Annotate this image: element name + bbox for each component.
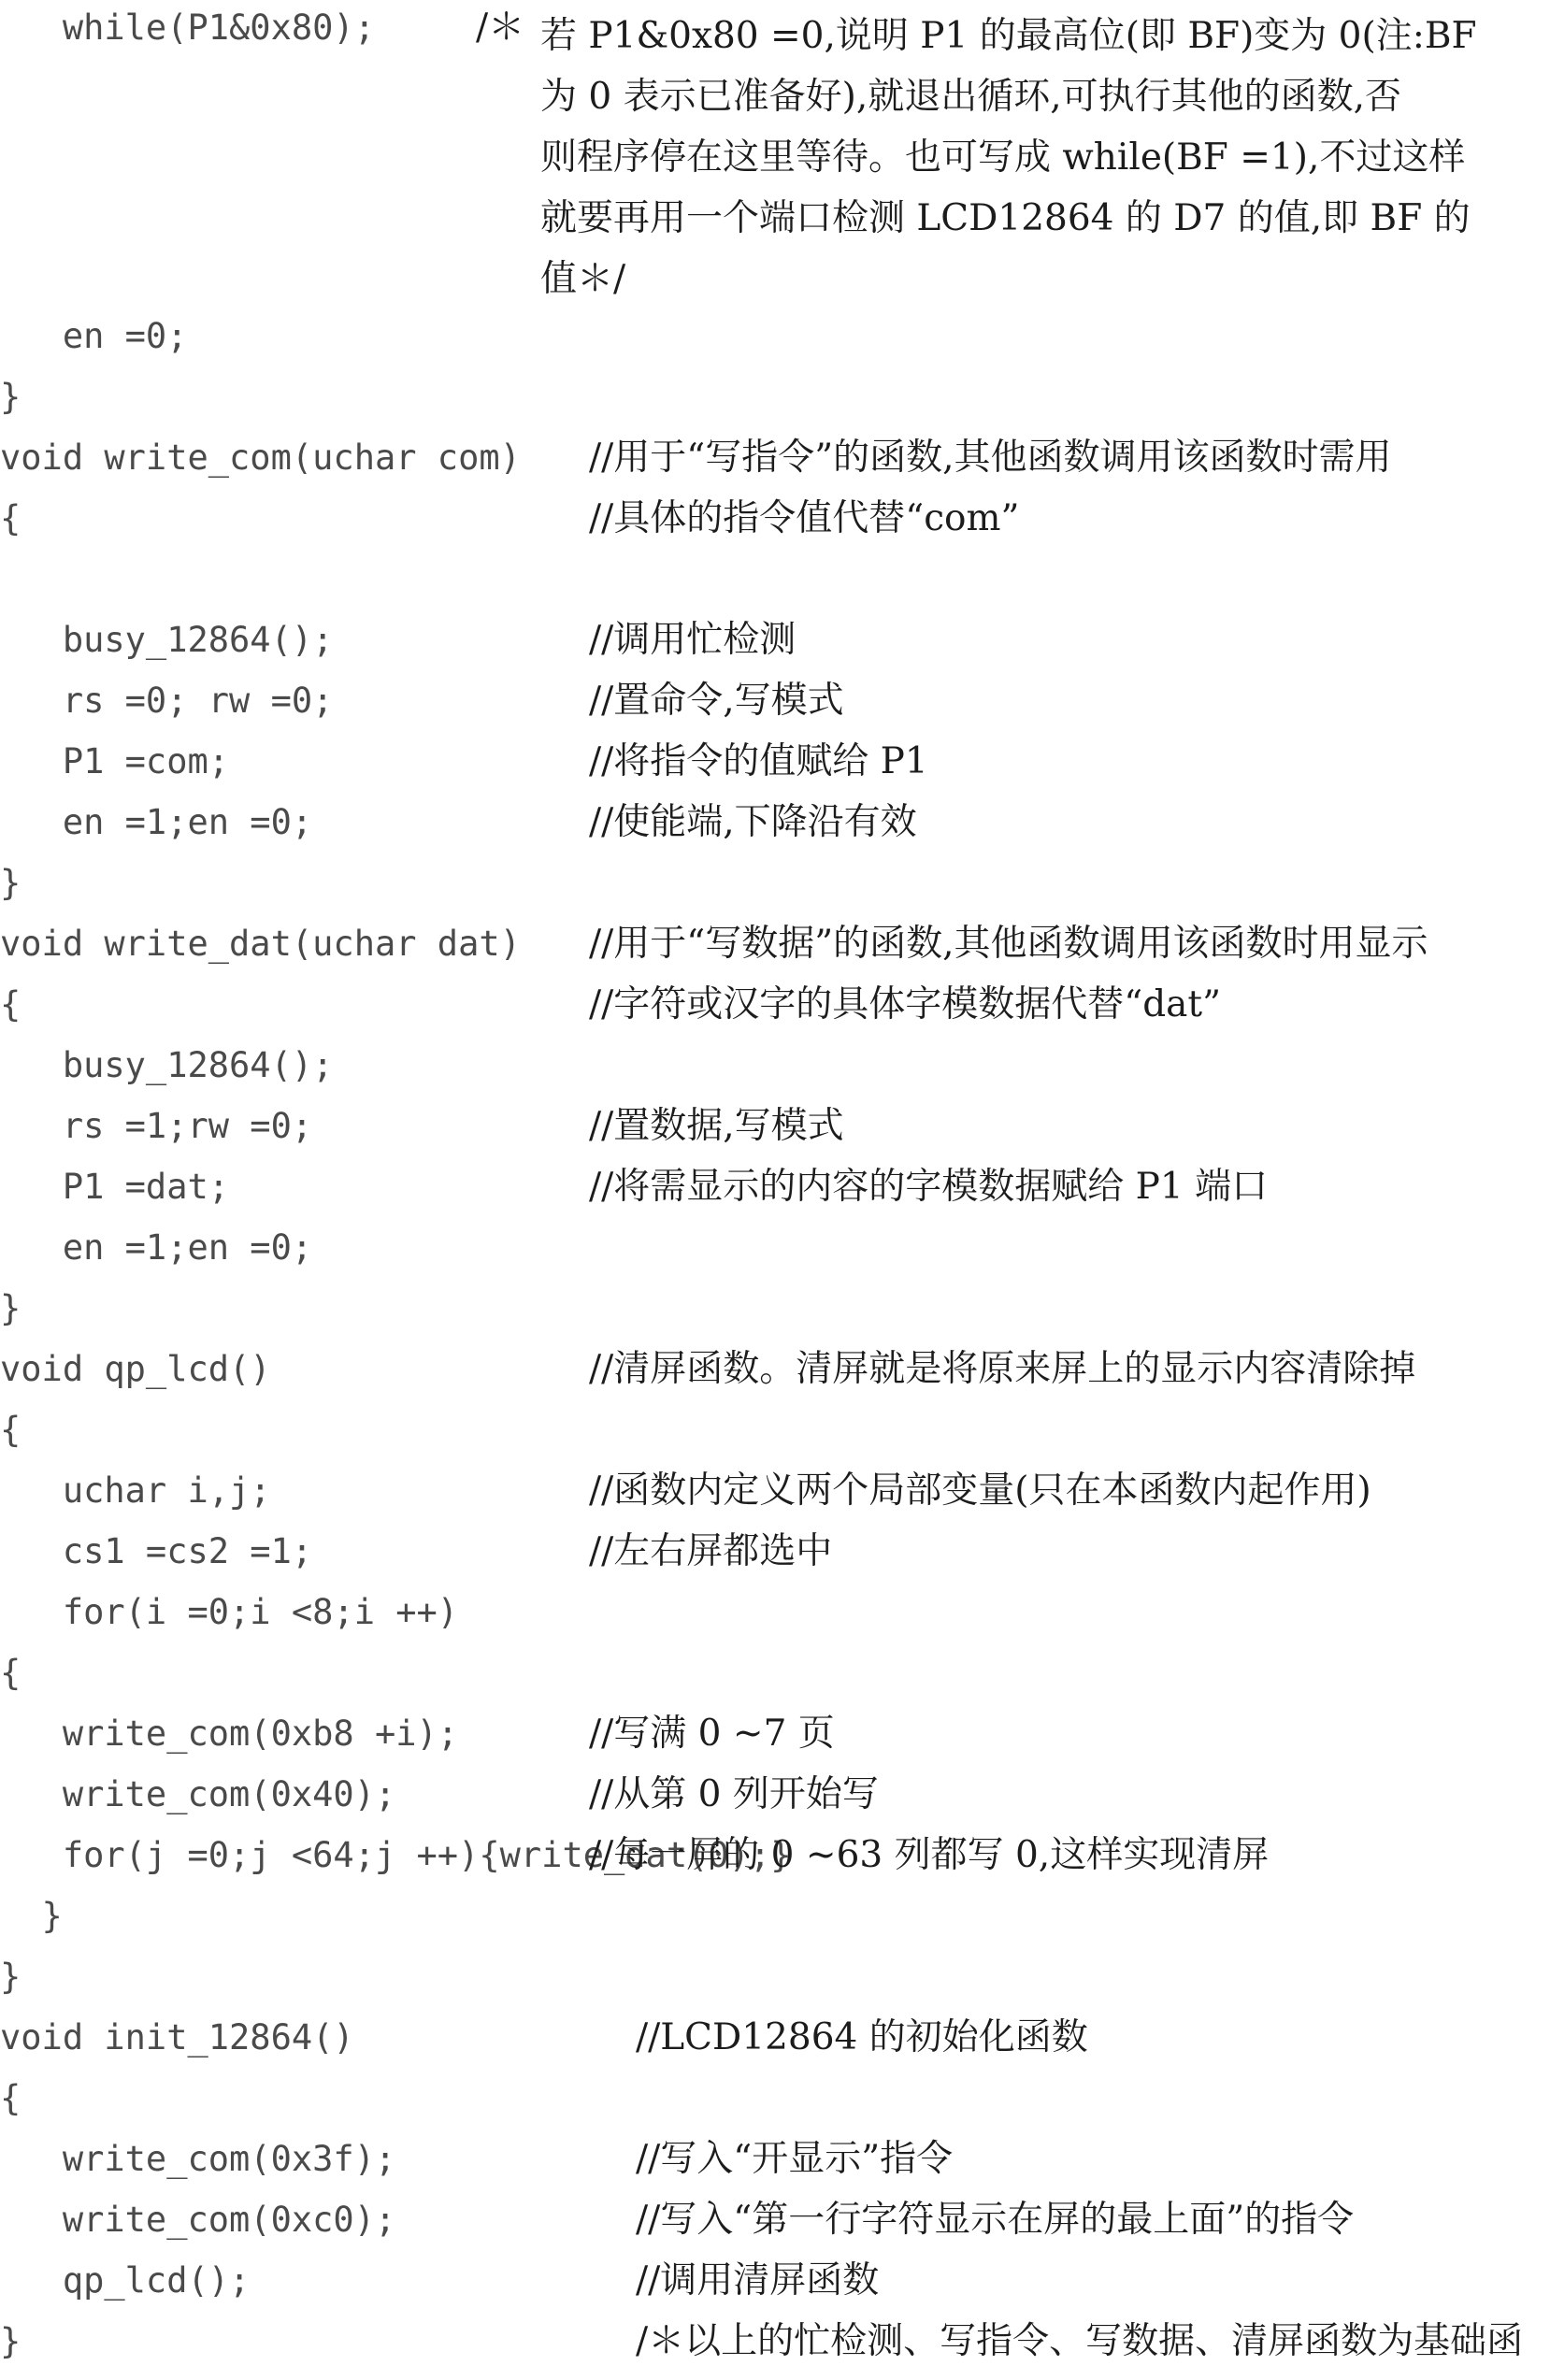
code-text: for(i =0;i <8;i ++) bbox=[0, 1592, 459, 1632]
code-line bbox=[0, 1712, 1550, 1772]
code-line bbox=[0, 1043, 1550, 1104]
comment-paragraph-line: 为 0 表示已准备好),就退出循环,可执行其他的函数,否 bbox=[540, 76, 1402, 118]
code-comment: //用于“写指令”的函数,其他函数调用该函数时需用 bbox=[589, 437, 1392, 479]
code-line bbox=[0, 2319, 1550, 2380]
code-line bbox=[0, 1286, 1550, 1347]
code-text: busy_12864(); bbox=[0, 1045, 334, 1085]
code-text: uchar i,j; bbox=[0, 1470, 271, 1511]
comment-paragraph-line: 若 P1&0x80 =0,说明 P1 的最高位(即 BF)变为 0(注:BF bbox=[540, 15, 1477, 57]
code-line bbox=[0, 679, 1550, 739]
code-line bbox=[0, 1165, 1550, 1226]
code-text: rs =0; rw =0; bbox=[0, 681, 334, 721]
code-line bbox=[0, 1226, 1550, 1286]
code-line bbox=[0, 1529, 1550, 1590]
code-text: en =1;en =0; bbox=[0, 802, 313, 842]
code-text: } bbox=[0, 377, 22, 417]
code-comment: //使能端,下降沿有效 bbox=[589, 801, 917, 843]
code-line bbox=[0, 1955, 1550, 2015]
code-line bbox=[0, 314, 1550, 375]
code-comment: //LCD12864 的初始化函数 bbox=[636, 2016, 1088, 2058]
code-text: { bbox=[0, 984, 22, 1025]
code-comment: //每一屏的 0 ~63 列都写 0,这样实现清屏 bbox=[589, 1834, 1270, 1876]
code-comment: //从第 0 列开始写 bbox=[589, 1773, 879, 1815]
code-line bbox=[0, 739, 1550, 800]
code-comment: //调用清屏函数 bbox=[636, 2259, 880, 2301]
comment-paragraph-line: 值＊/ bbox=[540, 258, 626, 300]
code-line bbox=[0, 1104, 1550, 1165]
code-comment: //函数内定义两个局部变量(只在本函数内起作用) bbox=[589, 1470, 1371, 1512]
code-comment: //左右屏都选中 bbox=[589, 1530, 833, 1572]
code-line bbox=[0, 2015, 1550, 2076]
code-line bbox=[0, 1894, 1550, 1955]
code-text: busy_12864(); bbox=[0, 620, 334, 660]
code-comment: /＊以上的忙检测、写指令、写数据、清屏函数为基础函 bbox=[636, 2320, 1524, 2362]
code-text: { bbox=[0, 1653, 22, 1693]
code-line bbox=[0, 1772, 1550, 1833]
code-text: write_com(0xb8 +i); bbox=[0, 1713, 459, 1754]
code-line bbox=[0, 922, 1550, 982]
code-text: } bbox=[0, 1896, 63, 1936]
code-line bbox=[0, 375, 1550, 436]
comment-paragraph-line: 则程序停在这里等待。也可写成 while(BF =1),不过这样 bbox=[540, 136, 1466, 179]
code-line bbox=[0, 2137, 1550, 2198]
code-text: { bbox=[0, 498, 22, 538]
code-text: void write_com(uchar com) bbox=[0, 437, 521, 478]
code-line bbox=[0, 2076, 1550, 2137]
comment-paragraph bbox=[540, 6, 1550, 309]
code-line bbox=[0, 1651, 1550, 1712]
code-line bbox=[0, 800, 1550, 861]
code-comment: //置命令,写模式 bbox=[589, 680, 844, 722]
code-line bbox=[0, 1833, 1550, 1894]
code-line bbox=[0, 2198, 1550, 2258]
code-text: while(P1&0x80); bbox=[0, 7, 375, 48]
code-comment: /＊ bbox=[476, 7, 525, 49]
code-comment: //写入“第一行字符显示在屏的最上面”的指令 bbox=[636, 2199, 1355, 2241]
code-comment: //写入“开显示”指令 bbox=[636, 2138, 954, 2180]
code-text: void qp_lcd() bbox=[0, 1349, 271, 1389]
code-comment: //将指令的值赋给 P1 bbox=[589, 740, 928, 782]
code-line bbox=[0, 1347, 1550, 1408]
code-text: { bbox=[0, 1410, 22, 1450]
code-text: cs1 =cs2 =1; bbox=[0, 1531, 313, 1571]
code-comment: //字符或汉字的具体字模数据代替“dat” bbox=[589, 983, 1222, 1025]
code-text: void write_dat(uchar dat) bbox=[0, 924, 521, 964]
code-text: } bbox=[0, 1957, 22, 1997]
comment-paragraph-line: 就要再用一个端口检测 LCD12864 的 D7 的值,即 BF 的 bbox=[540, 197, 1471, 239]
code-comment: //具体的指令值代替“com” bbox=[589, 497, 1020, 539]
code-text: write_com(0x40); bbox=[0, 1774, 396, 1814]
code-comment: //用于“写数据”的函数,其他函数调用该函数时用显示 bbox=[589, 923, 1428, 965]
code-line bbox=[0, 1469, 1550, 1529]
code-line bbox=[0, 861, 1550, 922]
code-text: write_com(0x3f); bbox=[0, 2139, 396, 2179]
code-text: en =0; bbox=[0, 316, 188, 356]
code-comment: //置数据,写模式 bbox=[589, 1105, 844, 1147]
code-line bbox=[0, 436, 1550, 496]
code-comment: //写满 0 ~7 页 bbox=[589, 1713, 835, 1755]
code-text: } bbox=[0, 2321, 22, 2361]
code-text: } bbox=[0, 1288, 22, 1328]
code-text: P1 =dat; bbox=[0, 1167, 230, 1207]
code-line bbox=[0, 982, 1550, 1043]
code-line bbox=[0, 1408, 1550, 1469]
code-comment: //调用忙检测 bbox=[589, 619, 797, 661]
code-line bbox=[0, 1590, 1550, 1651]
code-text: en =1;en =0; bbox=[0, 1227, 313, 1268]
code-line bbox=[0, 618, 1550, 679]
code-text: { bbox=[0, 2078, 22, 2118]
code-text: P1 =com; bbox=[0, 741, 230, 781]
code-text: qp_lcd(); bbox=[0, 2260, 251, 2301]
code-comment: //将需显示的内容的字模数据赋给 P1 端口 bbox=[589, 1166, 1269, 1208]
code-comment: //清屏函数。清屏就是将原来屏上的显示内容清除掉 bbox=[589, 1348, 1416, 1390]
code-text: for(j =0;j <64;j ++){write_dat(0);} bbox=[0, 1835, 792, 1875]
code-text: } bbox=[0, 863, 22, 903]
code-text: write_com(0xc0); bbox=[0, 2200, 396, 2240]
code-text: rs =1;rw =0; bbox=[0, 1106, 313, 1146]
code-line bbox=[0, 496, 1550, 557]
code-text: void init_12864() bbox=[0, 2017, 354, 2057]
code-line bbox=[0, 2258, 1550, 2319]
